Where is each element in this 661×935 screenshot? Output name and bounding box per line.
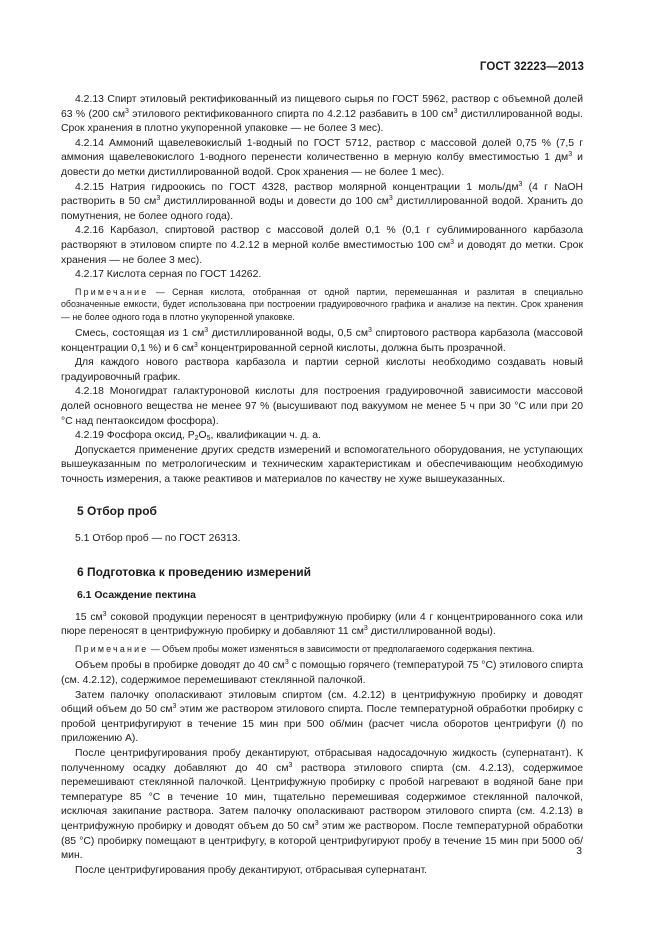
paragraph-4-2-16: 4.2.16 Карбазол, спиртовой раствор с массовой долей 0,1 % (0,1 г сублимированного карбазола растворяют в этиловом спирте по 4.2.12 в мерной колбе вместимостью 100 $см^3$ и доводят до метки. Срок хранения — не более 3 мес). [61,225,583,266]
paragraph-4-2-13: 4.2.13 Спирт этиловый ректификованный из пищевого сырья по ГОСТ 5962, раствор с объемной долей 63 % (200 $см^3$ этилового ректификованного спирта по 4.2.12 разбавить в 100 $см^3$ дистиллированной воды. Срок хранения в плотно укупоренной упаковке — не более 3 мес). [61,94,584,135]
note-label: Примечание [75,644,149,655]
document-body [61,93,583,878]
paragraph-rinse: Затем палочку ополаскивают этиловым спиртом (см. 4.2.12) в центрифужную пробирку и доводят общий объем до 50 $см^3$ этим же раствором этилового спирта. После температурной обработки пробирку с пробой центрифугируют в течение 15 мин при 500 об/мин (расчет числа оборотов центрифуги (l) по приложению А). [61,689,583,745]
paragraph-volume: Объем пробы в пробирке доводят до 40 $см^3$ с помощью горячего (температурой 75 °С) этилового спирта (см. 4.2.12), содержимое перемешивают стеклянной палочкой. [61,659,583,687]
note-sample-volume: Примечание — Объем пробы может изменяться в зависимости от предполагаемого содержания пектина. [75,644,535,655]
subsection-6-1-heading: 6.1 Осаждение пектина [77,590,196,602]
note-label: Примечание [75,286,149,297]
section-6-heading: 6 Подготовка к проведению измерений [77,564,311,579]
note-sulfuric-acid: Примечание — Серная кислота, отобранная от одной партии, перемешанная и разлитая в специально обозначенные емкости, будет использована при построении градуировочного графика и анализе на пектин. Срок хранения — не более одного года в плотно укупоренной упаковке. [61,286,583,322]
standard-designation: ГОСТ 32223—2013 [479,61,584,73]
section-5-heading: 5 Отбор проб [77,504,157,519]
paragraph-alternatives: Допускается применение других средств измерений и вспомогательного оборудования, не уступающих вышеуказанным по метрологическим и техническим характеристикам и обеспечивающим необходимую точность измерения, а также реактивов и материалов по качеству не хуже вышеуказанных. [61,444,583,485]
paragraph-4-2-17: 4.2.17 Кислота серная по ГОСТ 14262. [75,269,262,281]
paragraph-calibration: Для каждого нового раствора карбазола и партии серной кислоты необходимо создавать новый градуировочный график. [61,357,583,383]
paragraph-4-2-15: 4.2.15 Натрия гидроокись по ГОСТ 4328, раствор молярной концентрации 1 моль/$дм^3$ (4 г NaOH растворить в 50 $см^3$ дистиллированной воды и довести до 100 $см^3$ дистиллированной водой. Хранить до помутнения, не более одного года). [61,180,583,222]
paragraph-mixture: Смесь, состоящая из 1 $см^3$ дистиллированной воды, 0,5 $см^3$ спиртового раствора карбазола (массовой концентрации 0,1 %) и 6 $см^3$ концентрированной серной кислоты, должна быть прозрачной. [61,326,583,354]
paragraph-4-2-14: 4.2.14 Аммоний щавелевокислый 1-водный по ГОСТ 5712, раствор с массовой долей 0,75 % (7,5 г аммония щавелевокислого 1-водного перенести количественно в мерную колбу вместимостью 1 $дм^3$ и довести до метки дистиллированной водой. Срок хранения — не более 1 мес). [61,137,583,178]
paragraph-5-1: 5.1 Отбор проб — по ГОСТ 26313. [75,533,241,545]
paragraph-4-2-18: 4.2.18 Моногидрат галактуроновой кислоты для построения градуировочной зависимости массовой долей основного вещества не менее 97 % (высушивают под вакуумом не менее 5 ч при 30 °С или при 20 °С над пентаоксидом фосфора). [61,386,583,427]
paragraph-decant-final: После центрифугирования пробу декантируют, отбрасывая супернатант. [75,864,428,876]
paragraph-4-2-19: 4.2.19 Фосфора оксид, $Р_2О_5$, квалификации ч. д. а. [75,430,321,443]
page-number: 3 [576,846,582,857]
paragraph-decant-first: После центрифугирования пробу декантируют, отбрасывая надосадочную жидкость (супернатант). К полученному осадку добавляют до 40 $см^3$ раствора этилового спирта (см. 4.2.13), содержимое перемешивают стеклянной палочкой. Центрифужную пробирку с пробой нагревают в водяной бане при температуре 85 °С в течение 10 мин, тщательно перемешивая содержимое стеклянной палочкой, исключая закипание раствора. Затем палочку ополаскивают раствором этилового спирта (см. 4.2.13) в центрифужную пробирку и доводят объем до 50 $см^3$ этим же раствором. После температурной обработки (85 °С) пробирку помещают в центрифугу, в которой центрифугируют пробу в течение 15 мин при 5000 об/мин. [61,748,584,862]
paragraph-6-1-intro: 15 $см^3$ соковой продукции переносят в центрифужную пробирку (или 4 г концентрированного сока или пюре переносят в центрифужную пробирку и добавляют 11 $см^3$ дистиллированной воды). [61,610,583,638]
